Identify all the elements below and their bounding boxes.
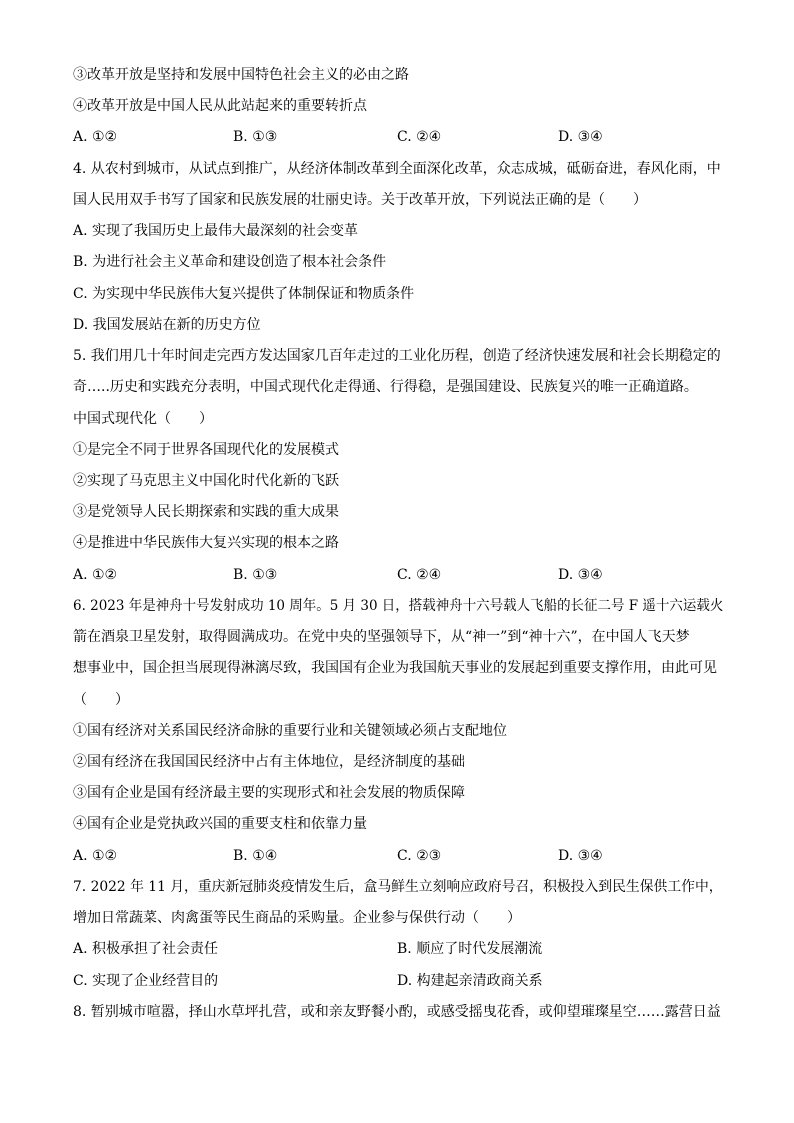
q5-statement-2: ②实现了马克思主义中国化时代化新的飞跃	[73, 473, 339, 489]
q8-stem-line-1: 8. 暂别城市喧嚣，择山水草坪扎营，或和亲友野餐小酌，或感受摇曳花香，或仰望璀璨星空……露营日益	[73, 1004, 721, 1020]
q6-statement-4: ④国有企业是党执政兴国的重要支柱和依靠力量	[73, 816, 367, 832]
q3-option-b: B. ①③	[233, 129, 278, 145]
q7-option-c: C. 实现了企业经营目的	[73, 973, 219, 989]
q4-option-d: D. 我国发展站在新的历史方位	[73, 317, 261, 333]
q5-stem-line-2: 奇…..历史和实践充分表明，中国式现代化走得通、行得稳，是强国建设、民族复兴的唯一正确道路。	[73, 379, 698, 395]
q7-stem-line-2: 增加日常蔬菜、肉禽蛋等民生商品的采购量。企业参与保供行动（ ）	[73, 910, 521, 926]
q6-stem-line-1: 6. 2023 年是神舟十号发射成功 10 周年。5 月 30 日，搭载神舟十六号载人飞船的长征二号 F 遥十六运载火	[73, 598, 724, 614]
q5-statement-1: ①是完全不同于世界各国现代化的发展模式	[73, 442, 339, 458]
q6-statement-1: ①国有经济对关系国民经济命脉的重要行业和关键领域必须占支配地位	[73, 723, 507, 739]
q3-option-a: A. ①②	[73, 129, 118, 145]
q7-option-d: D. 构建起亲清政商关系	[397, 973, 543, 989]
q4-stem-line-1: 4. 从农村到城市，从试点到推广，从经济体制改革到全面深化改革，众志成城，砥砺奋进，春风化雨，中	[73, 161, 721, 177]
q7-stem-line-1: 7. 2022 年 11 月，重庆新冠肺炎疫情发生后，盒马鲜生立刻响应政府号召，积极投入到民生保供工作中，	[73, 879, 723, 895]
q3-option-d: D. ③④	[558, 129, 603, 145]
q4-option-b: B. 为进行社会主义革命和建设创造了根本社会条件	[73, 254, 387, 270]
q7-option-b: B. 顺应了时代发展潮流	[397, 941, 543, 957]
q4-option-c: C. 为实现中华民族伟大复兴提供了体制保证和物质条件	[73, 286, 415, 302]
q6-stem-line-2: 箭在酒泉卫星发射，取得圆满成功。在党中央的坚强领导下，从“神一”到“神十六”，在中国人飞天梦	[73, 629, 690, 645]
q4-stem-line-2: 国人民用双手书写了国家和民族发展的壮丽史诗。关于改革开放，下列说法正确的是（ ）	[73, 192, 647, 208]
q6-statement-2: ②国有经济在我国国民经济中占有主体地位，是经济制度的基础	[73, 754, 465, 770]
q5-option-c: C. ②④	[397, 567, 442, 583]
q4-option-a: A. 实现了我国历史上最伟大最深刻的社会变革	[73, 223, 359, 239]
q6-stem-line-3: 想事业中，国企担当展现得淋漓尽致，我国国有企业为我国航天事业的发展起到重要支撑作用，由此可见	[73, 660, 717, 676]
q3-statement-3: ③改革开放是坚持和发展中国特色社会主义的必由之路	[73, 67, 409, 83]
q3-option-c: C. ②④	[397, 129, 442, 145]
q5-option-a: A. ①②	[73, 567, 118, 583]
q5-statement-4: ④是推进中华民族伟大复兴实现的根本之路	[73, 535, 339, 551]
q5-stem-line-1: 5. 我们用几十年时间走完西方发达国家几百年走过的工业化历程，创造了经济快速发展和社会长期稳定的	[73, 348, 721, 364]
q6-option-c: C. ②③	[397, 848, 442, 864]
q7-option-a: A. 积极承担了社会责任	[73, 941, 219, 957]
q3-statement-4: ④改革开放是中国人民从此站起来的重要转折点	[73, 98, 367, 114]
q6-statement-3: ③国有企业是国有经济最主要的实现形式和社会发展的物质保障	[73, 785, 465, 801]
q6-option-d: D. ③④	[558, 848, 603, 864]
q5-option-d: D. ③④	[558, 567, 603, 583]
q5-stem-line-3: 中国式现代化（ ）	[73, 411, 213, 427]
q6-option-a: A. ①②	[73, 848, 118, 864]
q6-stem-line-4: （ ）	[73, 692, 129, 708]
q5-statement-3: ③是党领导人民长期探索和实践的重大成果	[73, 504, 339, 520]
q5-option-b: B. ①③	[233, 567, 278, 583]
q6-option-b: B. ①④	[233, 848, 278, 864]
